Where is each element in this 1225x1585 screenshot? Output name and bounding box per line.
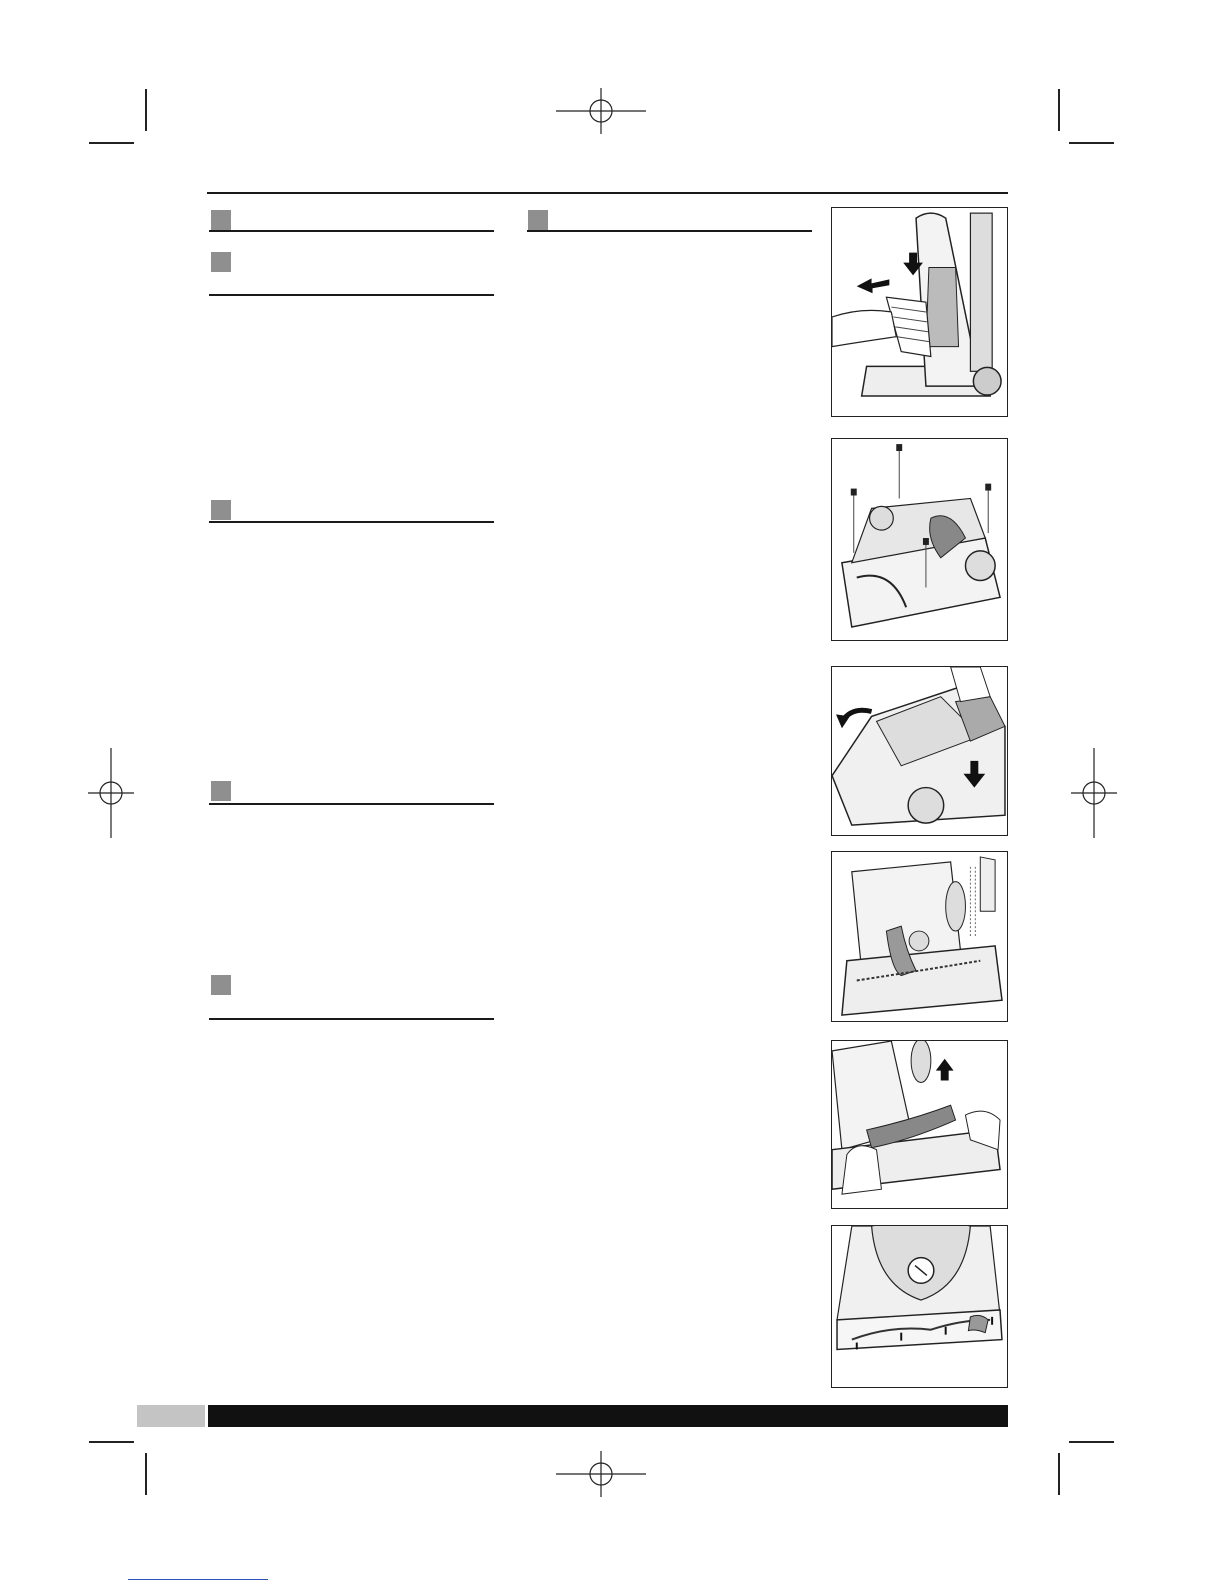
belt-brushbar-icon [832,852,1007,1021]
page-number-tab [137,1405,205,1427]
lift-brushbar-icon [832,1041,1007,1208]
header-rule [207,192,1008,194]
figure-belt-brushbar [831,851,1008,1022]
figure-tilt-nozzle [831,666,1008,836]
filter-removal-icon [832,208,1007,416]
section-marker [211,210,231,230]
section-marker [211,500,231,520]
registration-mark-bottom [556,1451,646,1497]
tilt-nozzle-icon [832,667,1007,835]
figure-lift-brushbar [831,1040,1008,1209]
bottom-link-underline [128,1579,268,1580]
section-marker [211,781,231,801]
figure-filter-removal [831,207,1008,417]
refit-belt-icon [832,1226,1007,1387]
section-rule [527,230,812,232]
section-marker [528,210,548,230]
section-rule [209,521,494,523]
registration-mark-right [1071,748,1117,838]
figure-screws-baseplate [831,438,1008,641]
registration-mark-top [556,88,646,134]
section-rule [209,230,494,232]
section-marker [211,252,231,272]
section-rule [209,1018,494,1020]
screws-baseplate-icon [832,439,1007,640]
figure-refit-belt [831,1225,1008,1388]
section-marker [211,975,231,995]
footer-bar [208,1405,1008,1427]
section-rule [209,803,494,805]
section-rule [209,294,494,296]
registration-mark-left [88,748,134,838]
